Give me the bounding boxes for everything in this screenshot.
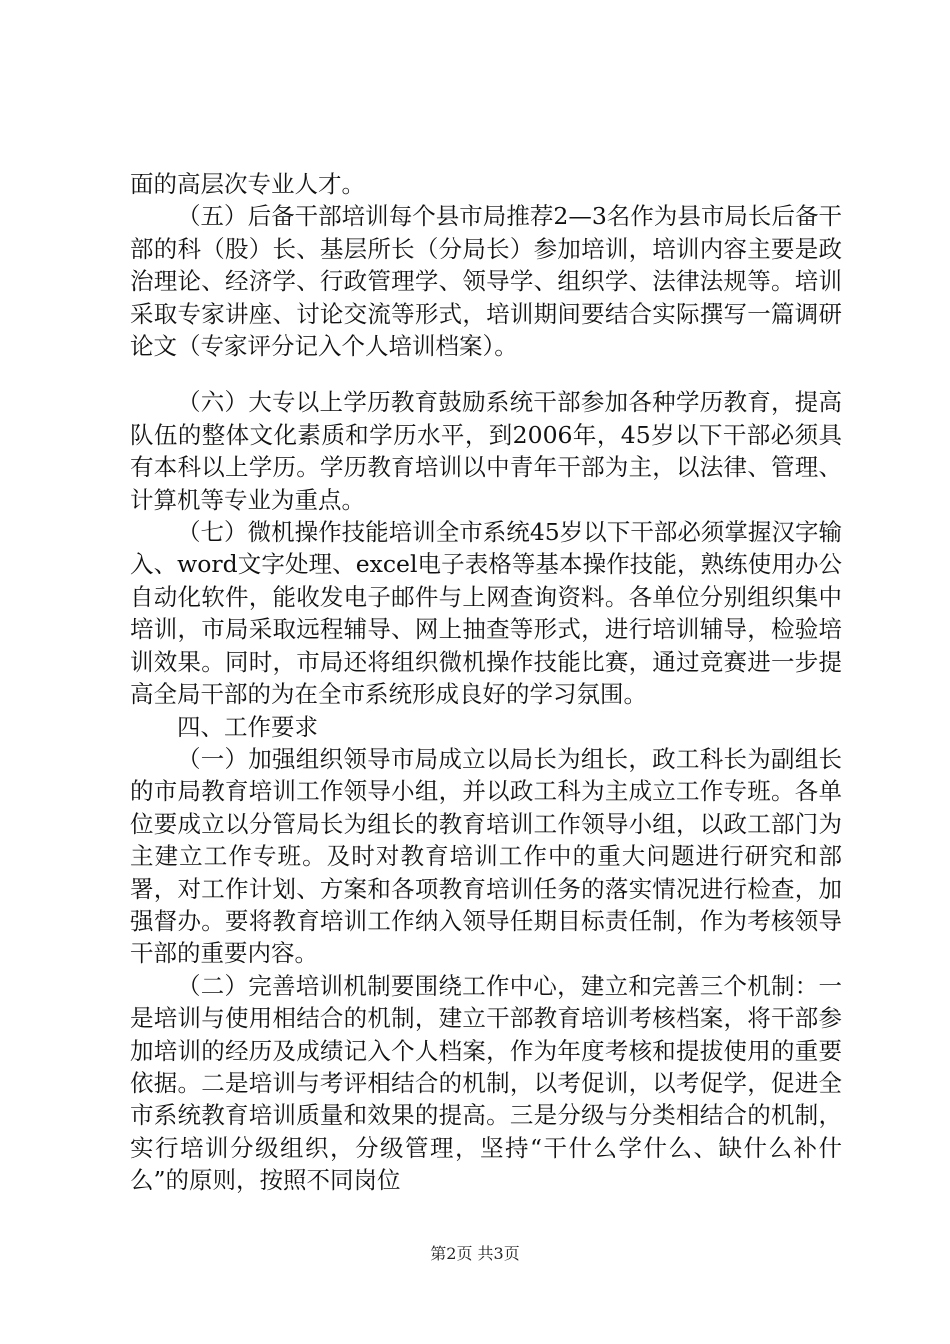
paragraph-continuation: 面的高层次专业人才。 [130, 170, 365, 198]
paragraph-training-mechanism: （二）完善培训机制要围绕工作中心，建立和完善三个机制：一是培训与使用相结合的机制，建立干部教育培训考核档案，将干部参加培训的经历及成绩记入个人档案，作为年度考核和提拔使用的重要依据。二是培训与考评相结合的机制，以考促训，以考促学，促进全市系统教育培训质量和效果的提高。三是分级与分类相结合的机制，实行培训分级组织，分级管理，坚持“干什么学什么、缺什么补什么”的原则，按照不同岗位 [130, 971, 842, 1195]
paragraph-organization-leadership: （一）加强组织领导市局成立以局长为组长，政工科长为副组长的市局教育培训工作领导小组，并以政工科为主成立工作专班。各单位要成立以分管局长为组长的教育培训工作领导小组，以政工部门为主建立工作专班。及时对教育培训工作中的重大问题进行研究和部署，对工作计划、方案和各项教育培训任务的落实情况进行检查，加强督办。要将教育培训工作纳入领导任期目标责任制，作为考核领导干部的重要内容。 [130, 744, 842, 968]
page-number: 第2页 共3页 [430, 1244, 520, 1263]
section-heading-work-requirements: 四、工作要求 [177, 712, 318, 741]
document-body [130, 168, 842, 1197]
paragraph-computer-skills: （七）微机操作技能培训全市系统45岁以下干部必须掌握汉字输入、word文字处理、excel电子表格等基本操作技能，熟练使用办公自动化软件，能收发电子邮件与上网查询资料。各单位分别组织集中培训，市局采取远程辅导、网上抽查等形式，进行培训辅导，检验培训效果。同时，市局还将组织微机操作技能比赛，通过竞赛进一步提高全局干部的为在全市系统形成良好的学习氛围。 [130, 518, 842, 709]
paragraph-reserve-cadre-training: （五）后备干部培训每个县市局推荐2—3名作为县市局长后备干部的科（股）长、基层所长（分局长）参加培训，培训内容主要是政治理论、经济学、行政管理学、领导学、组织学、法律法规等。培训采取专家讲座、讨论交流等形式，培训期间要结合实际撰写一篇调研论文（专家评分记入个人培训档案）。 [130, 202, 842, 361]
page-footer [0, 1244, 950, 1264]
paragraph-degree-education: （六）大专以上学历教育鼓励系统干部参加各种学历教育，提高队伍的整体文化素质和学历水平，到2006年，45岁以下干部必须具有本科以上学历。学历教育培训以中青年干部为主，以法律、管理、计算机等专业为重点。 [130, 388, 842, 514]
